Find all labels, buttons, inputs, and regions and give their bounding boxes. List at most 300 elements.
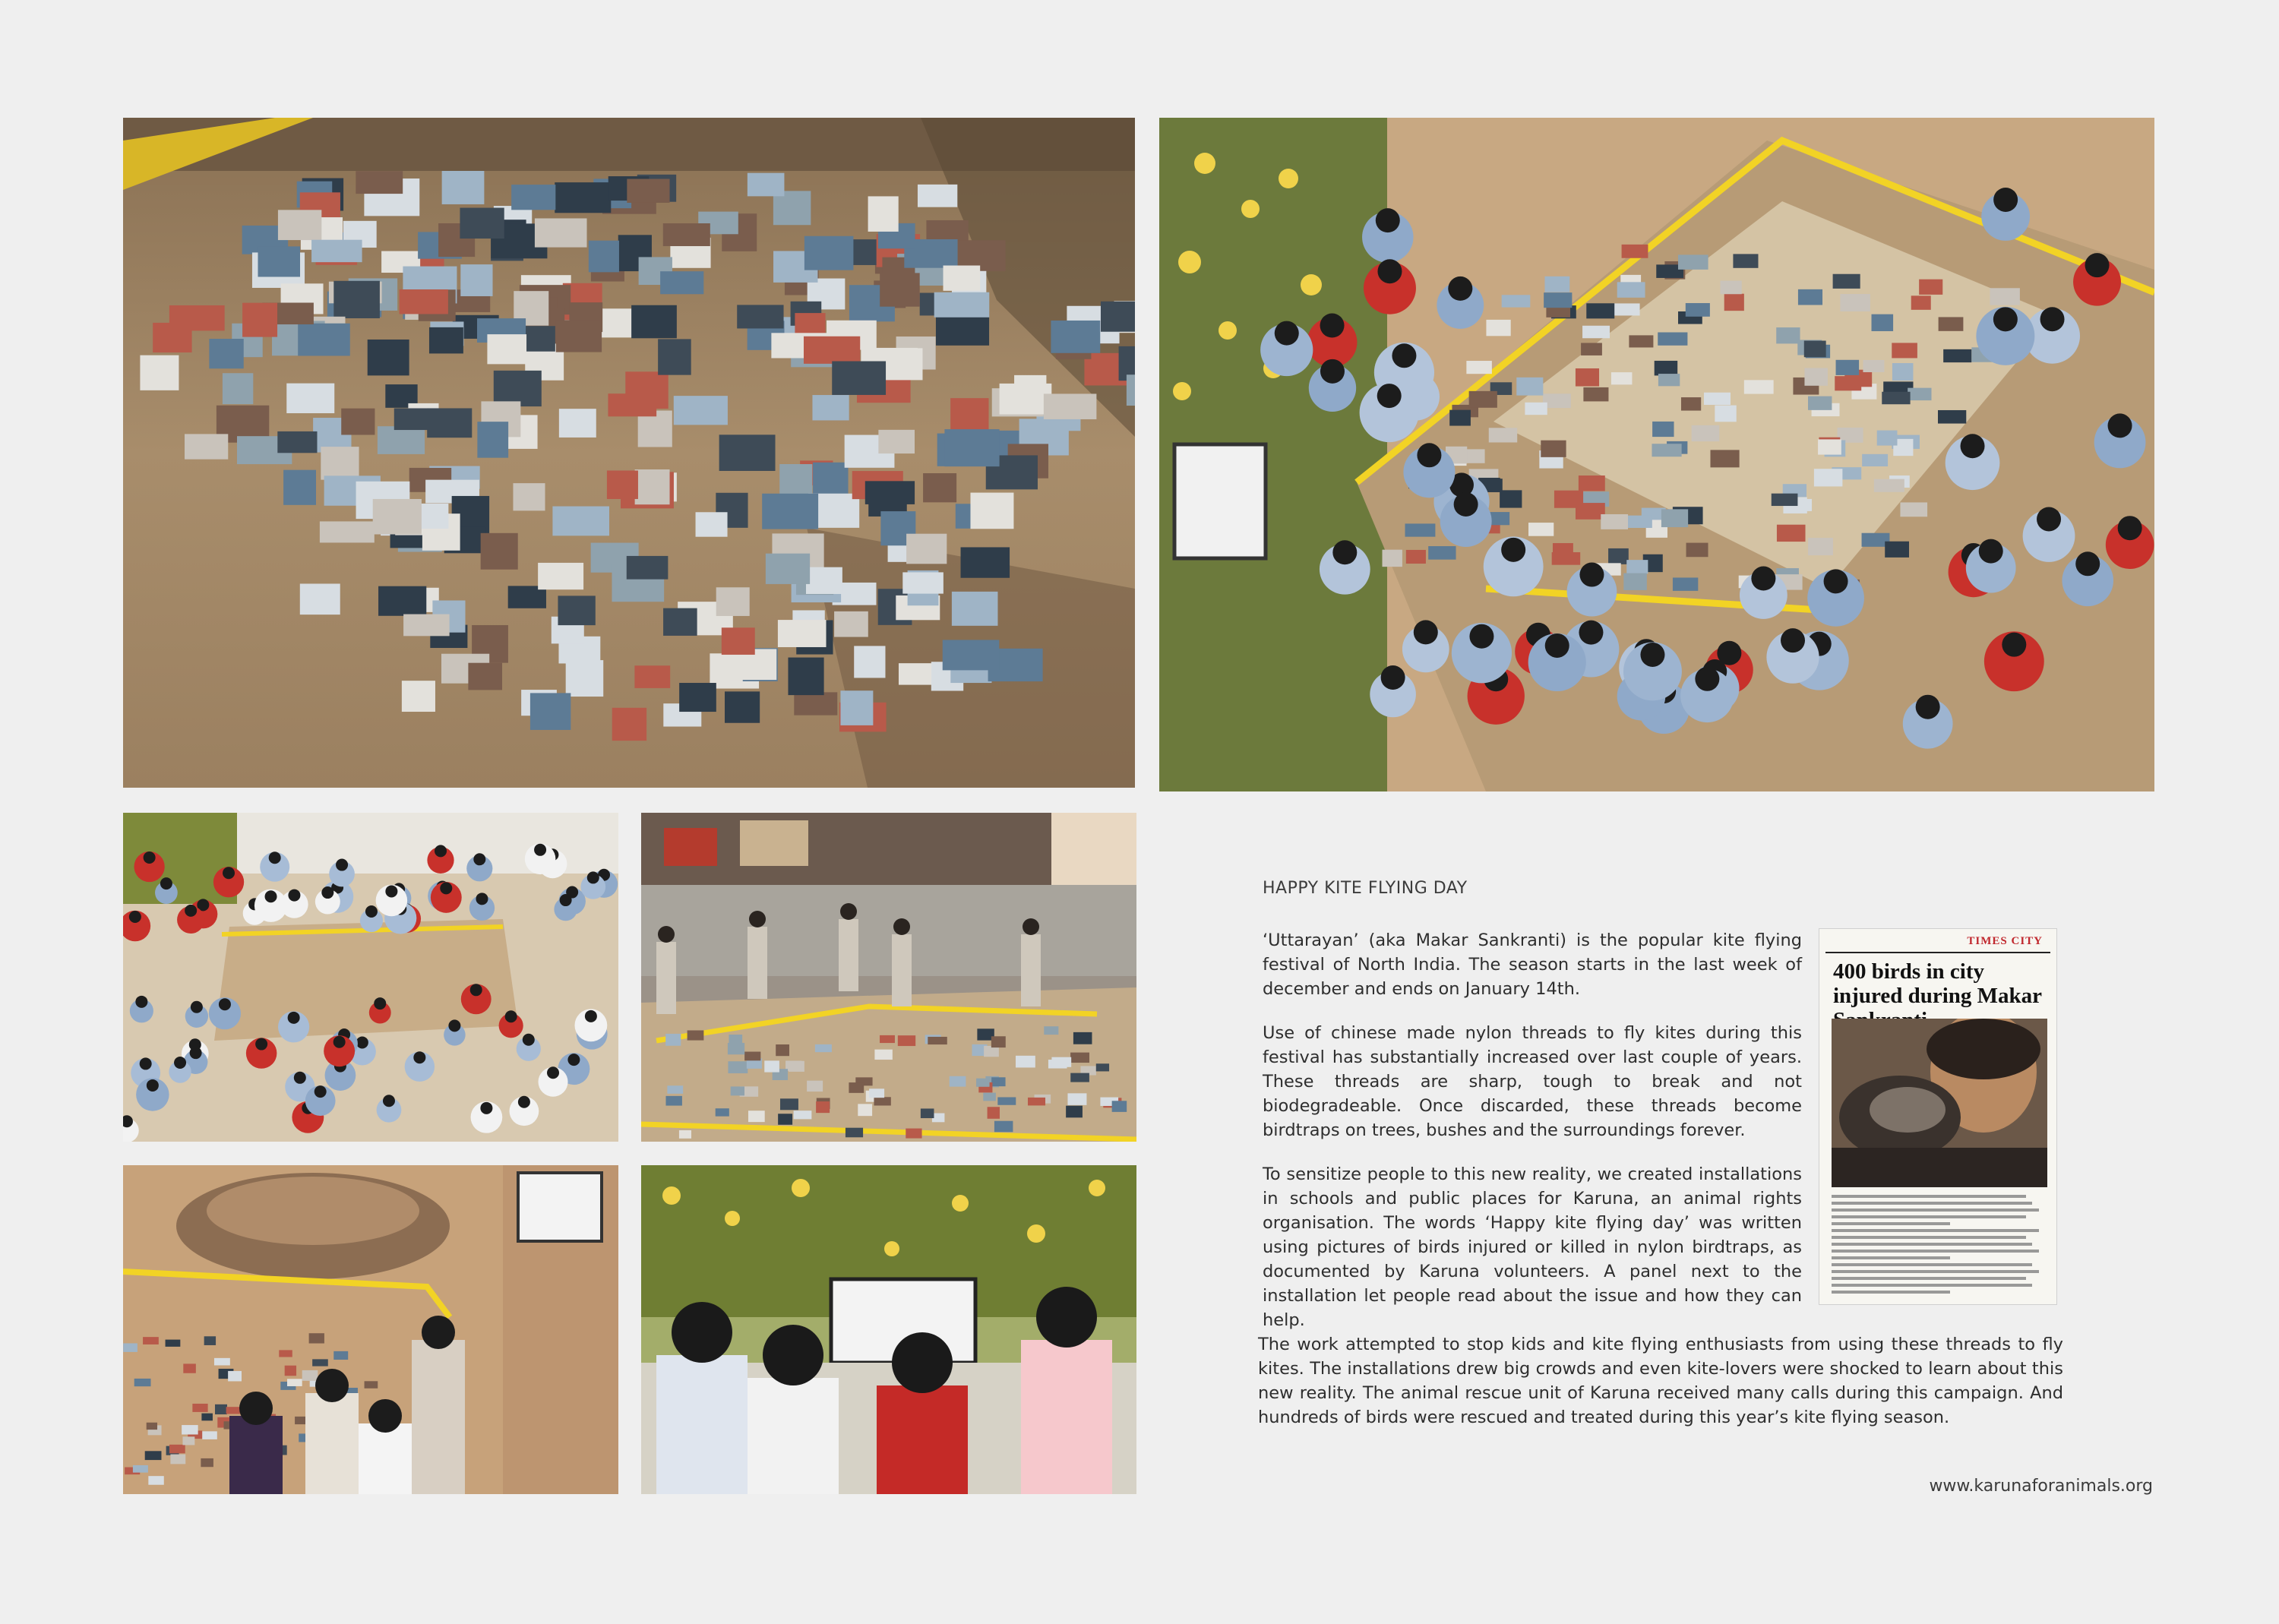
bird-photo-tile bbox=[1772, 494, 1798, 506]
person-head bbox=[2075, 551, 2100, 576]
bird-photo-tile bbox=[816, 1101, 830, 1113]
bird-photo-tile bbox=[1070, 1053, 1089, 1063]
bird-photo-tile bbox=[1874, 479, 1904, 492]
person-head bbox=[1579, 563, 1604, 587]
bird-photo-tile bbox=[442, 171, 485, 204]
bird-photo-tile bbox=[804, 336, 860, 364]
bird-photo-tile bbox=[333, 281, 380, 318]
bird-photo-tile bbox=[1502, 295, 1531, 307]
person-head bbox=[1979, 539, 2003, 564]
person-head bbox=[476, 893, 488, 905]
person-figure bbox=[359, 1423, 412, 1494]
bird-photo-tile bbox=[566, 660, 604, 697]
bird-photo-tile bbox=[170, 1455, 185, 1464]
person-head bbox=[223, 867, 235, 879]
bird-photo-tile bbox=[788, 658, 823, 696]
person-head bbox=[2085, 253, 2110, 277]
bird-photo-tile bbox=[468, 663, 502, 690]
bird-photo-tile bbox=[1939, 317, 1964, 330]
person-head bbox=[294, 1072, 306, 1084]
bird-photo-tile bbox=[1544, 292, 1572, 308]
bird-photo-tile bbox=[1466, 361, 1492, 374]
bird-photo-tile bbox=[1028, 1098, 1045, 1106]
person-head bbox=[547, 1066, 559, 1079]
person-head bbox=[2118, 516, 2142, 540]
bird-photo-tile bbox=[530, 693, 571, 730]
bird-photo-tile bbox=[923, 473, 956, 502]
clipping-text-line bbox=[1832, 1202, 2032, 1205]
person-head bbox=[385, 885, 397, 897]
person-head bbox=[1320, 314, 1345, 338]
bird-photo-tile bbox=[1626, 560, 1648, 573]
bird-photo-tile bbox=[1990, 288, 2019, 305]
bird-photo-tile bbox=[663, 223, 710, 246]
bird-photo-tile bbox=[1673, 577, 1698, 590]
person-head bbox=[239, 1392, 273, 1425]
bird-photo-tile bbox=[1489, 428, 1517, 442]
bird-photo-tile bbox=[368, 340, 409, 375]
bird-photo-tile bbox=[1623, 573, 1647, 590]
bird-photo-tile bbox=[511, 185, 555, 210]
bird-photo-tile bbox=[806, 567, 842, 594]
bird-photo-tile bbox=[460, 208, 504, 239]
bird-photo-tile bbox=[1678, 254, 1708, 269]
bird-photo-tile bbox=[394, 408, 428, 430]
bird-photo-tile bbox=[1892, 363, 1914, 381]
bird-photo-tile bbox=[944, 429, 999, 466]
bird-photo-tile bbox=[1044, 393, 1097, 419]
bird-photo-tile bbox=[1777, 525, 1806, 542]
person-head bbox=[1377, 384, 1402, 408]
bird-photo-tile bbox=[631, 305, 677, 339]
bird-photo-tile bbox=[944, 266, 981, 291]
person-head bbox=[440, 882, 452, 894]
photo-installation-letters bbox=[123, 118, 1135, 788]
person-figure bbox=[656, 1355, 748, 1494]
bird-photo-tile bbox=[696, 512, 728, 536]
bird-photo-tile bbox=[1862, 454, 1888, 466]
person-head bbox=[365, 905, 378, 918]
bird-photo-tile bbox=[214, 1358, 230, 1366]
bird-photo-tile bbox=[311, 240, 362, 262]
person-head bbox=[1993, 307, 2018, 331]
bird-photo-tile bbox=[1525, 403, 1547, 415]
bird-photo-tile bbox=[658, 339, 691, 374]
person-head bbox=[1332, 540, 1357, 564]
bird-photo-tile bbox=[744, 1052, 760, 1061]
bird-photo-tile bbox=[1608, 548, 1629, 564]
bird-photo-tile bbox=[283, 470, 316, 505]
bird-photo-tile bbox=[983, 1093, 996, 1101]
person-head bbox=[470, 984, 482, 996]
person-head bbox=[288, 1012, 300, 1024]
bird-photo-tile bbox=[321, 447, 359, 479]
bird-photo-tile bbox=[1070, 1073, 1089, 1082]
bird-photo-tile bbox=[1744, 380, 1774, 393]
person-figure bbox=[839, 919, 858, 991]
bird-photo-tile bbox=[776, 1044, 789, 1056]
person-head bbox=[383, 1095, 395, 1107]
person-figure bbox=[1021, 1340, 1112, 1494]
bird-photo-tile bbox=[988, 1107, 1000, 1119]
bird-photo-tile bbox=[627, 556, 669, 580]
bird-photo-tile bbox=[1516, 378, 1543, 396]
person-head bbox=[1751, 567, 1775, 591]
bird-photo-tile bbox=[1804, 341, 1826, 358]
bird-photo-tile bbox=[748, 1111, 765, 1122]
person-head bbox=[523, 1034, 535, 1046]
photo-students-gathered bbox=[123, 813, 618, 1142]
bird-photo-tile bbox=[813, 463, 848, 497]
bird-photo-tile bbox=[1833, 274, 1860, 289]
person-head bbox=[1961, 434, 1985, 458]
bird-photo-tile bbox=[1686, 303, 1710, 317]
bird-photo-tile bbox=[729, 1035, 742, 1043]
clipping-text-line bbox=[1832, 1209, 2039, 1212]
person-head bbox=[763, 1325, 823, 1385]
bird-photo-tile bbox=[728, 1043, 744, 1054]
person-head bbox=[448, 1019, 460, 1032]
person-figure bbox=[412, 1340, 465, 1494]
bird-photo-tile bbox=[373, 499, 422, 535]
person-figure bbox=[305, 1393, 359, 1494]
bird-photo-tile bbox=[460, 264, 492, 296]
bird-photo-tile bbox=[333, 1351, 348, 1360]
bird-photo-tile bbox=[970, 493, 1013, 529]
bird-photo-tile bbox=[356, 171, 403, 194]
newspaper-clipping bbox=[1819, 928, 2057, 1305]
person-head bbox=[288, 889, 300, 902]
bird-photo-tile bbox=[242, 303, 277, 337]
bird-photo-tile bbox=[906, 534, 947, 564]
bird-photo-tile bbox=[976, 1079, 989, 1087]
bird-photo-tile bbox=[182, 1436, 194, 1445]
person-head bbox=[1545, 633, 1569, 658]
bird-photo-tile bbox=[209, 339, 243, 368]
bird-photo-tile bbox=[794, 1111, 812, 1119]
bird-photo-tile bbox=[934, 292, 990, 318]
person-head bbox=[480, 1102, 492, 1114]
bird-photo-tile bbox=[780, 1098, 798, 1110]
person-head bbox=[315, 1369, 349, 1402]
bird-photo-tile bbox=[868, 196, 899, 232]
person-figure bbox=[748, 1378, 839, 1494]
bird-photo-tile bbox=[477, 422, 508, 457]
person-head bbox=[2040, 307, 2065, 331]
bird-photo-tile bbox=[1652, 444, 1681, 457]
bird-photo-tile bbox=[1814, 469, 1843, 486]
bird-photo-tile bbox=[849, 1082, 864, 1093]
bird-photo-tile bbox=[1066, 1106, 1083, 1118]
bird-photo-tile bbox=[794, 692, 837, 715]
bird-photo-tile bbox=[140, 355, 179, 390]
bird-photo-tile bbox=[997, 1097, 1016, 1104]
bird-photo-tile bbox=[1051, 321, 1100, 353]
bird-photo-tile bbox=[1877, 431, 1898, 446]
bird-photo-tile bbox=[687, 1030, 704, 1040]
person-head bbox=[1824, 569, 1848, 593]
bird-photo-tile bbox=[1101, 302, 1135, 332]
bird-photo-tile bbox=[589, 241, 619, 273]
bird-photo-tile bbox=[898, 1035, 915, 1046]
clipping-text-line bbox=[1832, 1195, 2026, 1198]
bird-photo-tile bbox=[731, 1086, 744, 1095]
person-head bbox=[1993, 188, 2018, 212]
clipping-text-line bbox=[1832, 1270, 2039, 1273]
bird-photo-tile bbox=[147, 1423, 157, 1430]
bird-photo-tile bbox=[1073, 1032, 1092, 1044]
bird-photo-tile bbox=[402, 681, 435, 712]
bird-photo-tile bbox=[427, 408, 472, 438]
bird-photo-tile bbox=[1624, 516, 1652, 528]
person-head bbox=[374, 997, 386, 1009]
person-head bbox=[587, 871, 599, 883]
article-paragraph-3: To sensitize people to this new reality, we created installations in schools and public places for Karuna, an animal rights organisation. The words ‘Happy kite flying day’ was written using pictures of birds injured or killed in nylon birdtraps, as documented by Karuna volunteers. A panel next to the installation let people read about the issue and how they can help. bbox=[1263, 1164, 1802, 1330]
person-head bbox=[336, 859, 348, 871]
clipping-text-line bbox=[1832, 1222, 1950, 1225]
bird-photo-tile bbox=[804, 236, 854, 270]
bird-photo-tile bbox=[625, 371, 668, 409]
person-head bbox=[269, 851, 281, 864]
bird-photo-tile bbox=[169, 1445, 185, 1453]
person-head bbox=[672, 1302, 732, 1363]
bird-photo-tile bbox=[766, 554, 810, 584]
bird-photo-tile bbox=[719, 434, 776, 471]
person-head bbox=[321, 886, 333, 899]
bird-photo-tile bbox=[665, 1096, 681, 1106]
person-head bbox=[265, 890, 277, 902]
bird-photo-tile bbox=[302, 1370, 318, 1381]
bird-photo-tile bbox=[1692, 425, 1720, 441]
person-head bbox=[219, 998, 231, 1010]
clipping-body-text bbox=[1832, 1195, 2047, 1295]
bird-photo-tile bbox=[169, 305, 225, 330]
bird-photo-tile bbox=[846, 1128, 863, 1138]
bird-photo-tile bbox=[607, 470, 638, 498]
bird-photo-tile bbox=[133, 1465, 148, 1473]
bird-photo-tile bbox=[1579, 476, 1605, 491]
bird-photo-tile bbox=[785, 1060, 801, 1070]
bird-photo-tile bbox=[840, 690, 873, 725]
bird-photo-tile bbox=[1885, 542, 1909, 558]
bird-photo-tile bbox=[874, 1050, 892, 1060]
bird-photo-tile bbox=[779, 464, 812, 496]
clipping-text-line bbox=[1832, 1256, 1950, 1259]
bird-photo-tile bbox=[660, 271, 703, 294]
bird-photo-tile bbox=[627, 179, 669, 203]
bird-photo-tile bbox=[869, 1088, 884, 1098]
bird-photo-tile bbox=[1581, 343, 1602, 355]
bird-photo-tile bbox=[134, 1379, 151, 1386]
person-head bbox=[1392, 343, 1416, 368]
bird-photo-tile bbox=[215, 1404, 227, 1414]
bird-photo-tile bbox=[148, 1476, 163, 1485]
bird-photo-tile bbox=[1500, 490, 1522, 507]
person-head bbox=[1916, 695, 1940, 719]
bird-photo-tile bbox=[1428, 546, 1456, 560]
bird-photo-tile bbox=[1776, 327, 1800, 343]
bird-photo-tile bbox=[1096, 1063, 1109, 1071]
bird-photo-tile bbox=[918, 185, 957, 207]
bird-photo-tile bbox=[1882, 392, 1910, 404]
bird-photo-tile bbox=[145, 1451, 162, 1460]
bird-photo-tile bbox=[834, 611, 868, 637]
bird-photo-tile bbox=[950, 1076, 966, 1087]
person-head bbox=[840, 903, 857, 920]
bird-photo-tile bbox=[943, 640, 1000, 670]
bird-photo-tile bbox=[716, 1108, 729, 1116]
bird-photo-tile bbox=[1544, 276, 1569, 292]
person-head bbox=[144, 851, 156, 864]
bird-photo-tile bbox=[1710, 450, 1739, 467]
clipping-text-line bbox=[1832, 1215, 2026, 1218]
person-head bbox=[585, 1010, 597, 1022]
person-head bbox=[2037, 507, 2061, 531]
article-heading: HAPPY KITE FLYING DAY bbox=[1263, 879, 1468, 898]
bird-photo-tile bbox=[429, 327, 463, 354]
article-paragraph-1: ‘Uttarayan’ (aka Makar Sankranti) is the popular kite flying festival of North India. The season starts in the last week of december and ends on January 14th. bbox=[1263, 930, 1802, 999]
clipping-text-line bbox=[1832, 1291, 1950, 1294]
bird-photo-tile bbox=[928, 1037, 947, 1044]
bird-photo-tile bbox=[952, 592, 998, 626]
bird-photo-tile bbox=[858, 1104, 872, 1116]
bird-photo-tile bbox=[182, 1425, 198, 1434]
bird-photo-tile bbox=[1733, 254, 1758, 267]
bird-photo-tile bbox=[1818, 439, 1841, 454]
bird-photo-tile bbox=[278, 210, 321, 240]
bird-photo-tile bbox=[961, 547, 1010, 577]
person-head bbox=[1320, 359, 1345, 384]
person-figure bbox=[1021, 934, 1041, 1006]
bird-photo-tile bbox=[921, 1108, 934, 1118]
person-head bbox=[368, 1399, 402, 1433]
bird-photo-tile bbox=[1836, 360, 1860, 375]
bird-photo-tile bbox=[612, 708, 646, 741]
bird-photo-tile bbox=[991, 1036, 1006, 1047]
bird-photo-tile bbox=[1449, 410, 1471, 426]
bird-photo-tile bbox=[1406, 550, 1426, 564]
bird-photo-tile bbox=[535, 218, 587, 247]
bird-photo-tile bbox=[1541, 441, 1566, 457]
bird-photo-tile bbox=[807, 1081, 823, 1092]
person-head bbox=[190, 1047, 202, 1059]
person-head bbox=[567, 1054, 580, 1066]
bird-photo-tile bbox=[1469, 391, 1497, 408]
bird-photo-tile bbox=[378, 426, 425, 454]
person-figure bbox=[892, 934, 912, 1006]
person-head bbox=[1023, 918, 1039, 935]
person-head bbox=[473, 853, 485, 865]
bird-photo-tile bbox=[201, 1458, 213, 1467]
bird-photo-tile bbox=[277, 431, 317, 453]
bird-photo-tile bbox=[667, 1085, 683, 1094]
person-head bbox=[333, 1036, 346, 1048]
article-paragraph-2: Use of chinese made nylon threads to fly kites during this festival has substantially increased over last couple of years. These threads are sharp, tough to break and not biodegradeable. Once discarded, these threads become birdtraps on trees, bushes and the surroundings forever. bbox=[1263, 1023, 1802, 1140]
person-figure bbox=[656, 942, 676, 1014]
bird-photo-tile bbox=[764, 1060, 779, 1072]
bird-photo-tile bbox=[341, 409, 375, 435]
bird-photo-tile bbox=[1724, 294, 1744, 311]
bird-photo-tile bbox=[634, 665, 670, 688]
photo-children-reading-panel bbox=[641, 1165, 1136, 1494]
person-head bbox=[893, 918, 910, 935]
bird-photo-tile bbox=[1715, 406, 1736, 422]
bird-photo-tile bbox=[1681, 397, 1701, 411]
clipping-text-line bbox=[1832, 1263, 2032, 1266]
bird-photo-tile bbox=[228, 1371, 242, 1382]
bird-photo-tile bbox=[143, 1337, 159, 1344]
bird-photo-tile bbox=[728, 1061, 748, 1073]
bird-photo-tile bbox=[1382, 550, 1402, 567]
person-head bbox=[1376, 208, 1400, 232]
bird-photo-tile bbox=[192, 1404, 207, 1412]
bird-photo-tile bbox=[880, 273, 920, 306]
bird-photo-tile bbox=[906, 1129, 921, 1139]
person-head bbox=[174, 1057, 186, 1069]
bird-photo-tile bbox=[559, 409, 596, 438]
person-head bbox=[1275, 321, 1299, 346]
bird-photo-tile bbox=[300, 583, 340, 615]
bird-photo-tile bbox=[1127, 374, 1135, 406]
bird-photo-tile bbox=[902, 572, 944, 593]
bird-photo-tile bbox=[815, 1044, 832, 1052]
bird-photo-tile bbox=[722, 627, 755, 655]
bird-photo-tile bbox=[487, 334, 526, 364]
bird-photo-tile bbox=[1614, 303, 1639, 315]
person-figure bbox=[877, 1385, 968, 1494]
bird-photo-tile bbox=[1611, 372, 1633, 384]
clipping-masthead: TIMES CITY bbox=[1967, 935, 2043, 947]
bird-photo-tile bbox=[878, 430, 915, 453]
person-head bbox=[1579, 621, 1603, 645]
person-head bbox=[505, 1010, 517, 1022]
person-head bbox=[356, 1036, 368, 1048]
bird-photo-tile bbox=[378, 586, 426, 616]
bird-photo-tile bbox=[1686, 543, 1708, 558]
bird-photo-tile bbox=[1872, 314, 1894, 331]
bird-photo-tile bbox=[1808, 397, 1832, 410]
bird-photo-tile bbox=[725, 691, 760, 722]
bird-photo-tile bbox=[880, 1035, 895, 1043]
person-head bbox=[140, 1057, 152, 1070]
person-head bbox=[1417, 443, 1441, 467]
bird-photo-tile bbox=[320, 521, 375, 542]
bird-photo-tile bbox=[1016, 1056, 1035, 1068]
person-head bbox=[1036, 1287, 1097, 1348]
bird-photo-tile bbox=[1658, 374, 1680, 386]
bird-photo-tile bbox=[1808, 538, 1833, 555]
bird-photo-tile bbox=[185, 434, 228, 459]
bird-photo-tile bbox=[899, 663, 931, 684]
person-head bbox=[534, 844, 546, 856]
bird-photo-tile bbox=[679, 1130, 691, 1139]
bird-photo-tile bbox=[1840, 294, 1870, 311]
bird-photo-tile bbox=[312, 1359, 328, 1366]
person-head bbox=[2002, 633, 2026, 657]
person-figure bbox=[229, 1416, 283, 1494]
bird-photo-tile bbox=[1908, 388, 1931, 400]
person-head bbox=[422, 1316, 455, 1349]
bird-photo-tile bbox=[1112, 1101, 1127, 1112]
bird-photo-tile bbox=[994, 1121, 1013, 1133]
bird-photo-tile bbox=[1583, 387, 1608, 401]
bird-photo-tile bbox=[1044, 1026, 1058, 1035]
bird-photo-tile bbox=[716, 587, 750, 616]
bird-photo-tile bbox=[481, 533, 518, 570]
bird-photo-tile bbox=[832, 362, 886, 395]
bird-photo-tile bbox=[635, 469, 670, 504]
person-head bbox=[658, 926, 675, 943]
